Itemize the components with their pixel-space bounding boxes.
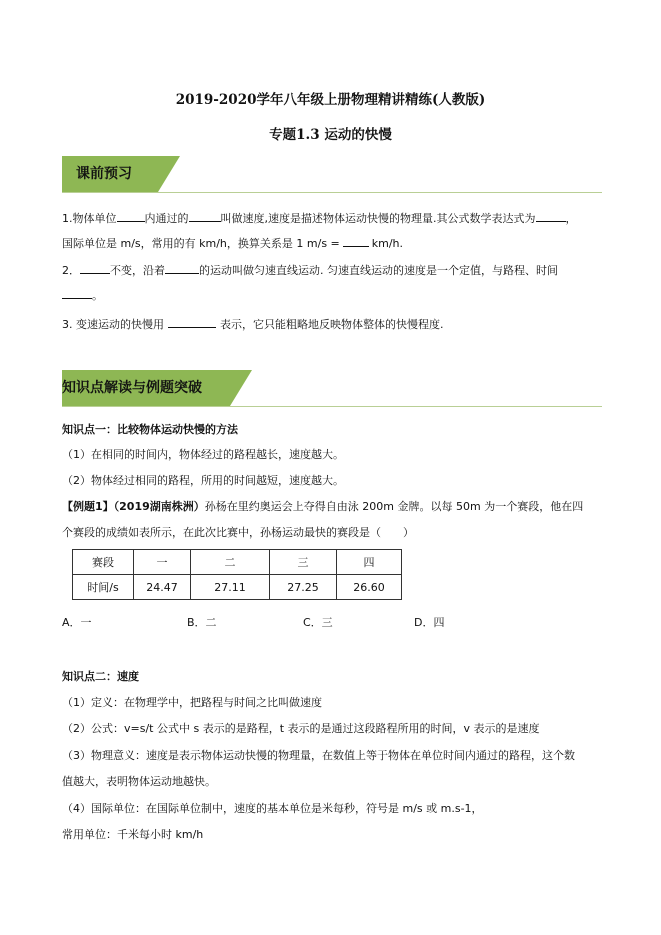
text-span: 的运动叫做匀速直线运动. 匀速直线运动的速度是一个定值，与路程、时间 — [199, 264, 558, 277]
option-d[interactable]: D．四 — [414, 616, 445, 629]
table-cell: 三 — [270, 550, 337, 575]
table-cell: 27.11 — [191, 575, 270, 600]
preview-question-2-cont — [62, 287, 607, 303]
table-cell: 27.25 — [270, 575, 337, 600]
knowledge-point-2-line-3: （3）物理意义：速度是表示物体运动快慢的物理量，在数值上等于物体在单位时间内通过的路程，这个数 — [62, 749, 575, 762]
knowledge-point-2-line-1: （1）定义：在物理学中，把路程与时间之比叫做速度 — [62, 696, 322, 709]
text-span: 3. 变速运动的快慢用 — [62, 318, 164, 331]
example-1-text — [62, 498, 607, 514]
section-banner-knowledge — [62, 370, 230, 406]
section-divider — [62, 406, 602, 407]
answer-blank[interactable] — [536, 211, 566, 222]
banner-arrow-shape — [230, 370, 252, 406]
example-text: 孙杨在里约奥运会上夺得自由泳 200m 金牌。以每 50m 为一个赛段，他在四 — [204, 500, 584, 513]
example-1-text-cont: 个赛段的成绩如表所示，在此次比赛中，孙杨运动最快的赛段是（ ） — [62, 526, 414, 539]
table-row — [73, 575, 402, 600]
preview-question-2 — [62, 262, 607, 278]
knowledge-point-2-heading: 知识点二：速度 — [62, 670, 139, 683]
section-divider — [62, 192, 602, 193]
knowledge-point-1-line-1: （1）在相同的时间内，物体经过的路程越长，速度越大。 — [62, 448, 344, 461]
text-span: km/h. — [371, 237, 404, 250]
table-cell: 时间/s — [73, 575, 134, 600]
knowledge-point-2-line-6: 常用单位：千米每小时 km/h — [62, 828, 204, 841]
answer-blank[interactable] — [168, 317, 216, 328]
text-span: 不变，沿着 — [110, 264, 165, 277]
table-cell: 一 — [134, 550, 191, 575]
section-banner-preview — [62, 156, 158, 192]
option-a[interactable]: A．一 — [62, 616, 92, 629]
preview-question-1 — [62, 210, 607, 226]
text-span: 。 — [92, 289, 103, 302]
text-span: 国际单位是 m/s，常用的有 km/h，换算关系是 1 m/s = — [62, 237, 340, 250]
option-c[interactable]: C．三 — [303, 616, 333, 629]
knowledge-point-2-line-4: 值越大，表明物体运动地越快。 — [62, 775, 216, 788]
text-span: 叫做速度,速度是描述物体运动快慢的物理量.其公式数学表达式为 — [220, 212, 536, 225]
answer-blank[interactable] — [165, 263, 199, 274]
text-span: 1.物体单位 — [62, 212, 117, 225]
answer-blank[interactable] — [80, 263, 110, 274]
answer-blank[interactable] — [343, 236, 369, 247]
text-span: 内通过的 — [144, 212, 189, 225]
knowledge-point-2-line-2: （2）公式：v=s/t 公式中 s 表示的是路程，t 表示的是通过这段路程所用的时间，v 表示的是速度 — [62, 722, 540, 735]
table-cell: 24.47 — [134, 575, 191, 600]
preview-question-3 — [62, 316, 607, 332]
section-banner-label: 知识点解读与例题突破 — [62, 380, 202, 396]
preview-question-1-cont — [62, 235, 607, 251]
table-cell: 26.60 — [337, 575, 402, 600]
text-span: 2． — [62, 264, 80, 277]
document-subtitle: 专题1.3 运动的快慢 — [269, 127, 392, 143]
race-segment-table — [72, 549, 402, 600]
knowledge-point-1-heading: 知识点一：比较物体运动快慢的方法 — [62, 423, 238, 436]
answer-blank[interactable] — [62, 288, 92, 299]
text-span: ， — [565, 212, 577, 225]
knowledge-point-1-line-2: （2）物体经过相同的路程，所用的时间越短，速度越大。 — [62, 474, 344, 487]
table-cell: 赛段 — [73, 550, 134, 575]
table-cell: 二 — [191, 550, 270, 575]
knowledge-point-2-line-5: （4）国际单位：在国际单位制中，速度的基本单位是米每秒，符号是 m/s 或 m.s-1， — [62, 802, 483, 815]
banner-arrow-shape — [158, 156, 180, 192]
option-b[interactable]: B．二 — [187, 616, 217, 629]
table-cell: 四 — [337, 550, 402, 575]
document-title: 2019-2020学年八年级上册物理精讲精练(人教版) — [175, 92, 486, 108]
section-banner-label: 课前预习 — [76, 166, 132, 182]
table-row — [73, 550, 402, 575]
answer-blank[interactable] — [189, 211, 221, 222]
text-span: 表示，它只能粗略地反映物体整体的快慢程度. — [220, 318, 444, 331]
answer-blank[interactable] — [117, 211, 145, 222]
example-tag: 【例题1】（2019湖南株洲） — [62, 500, 205, 513]
